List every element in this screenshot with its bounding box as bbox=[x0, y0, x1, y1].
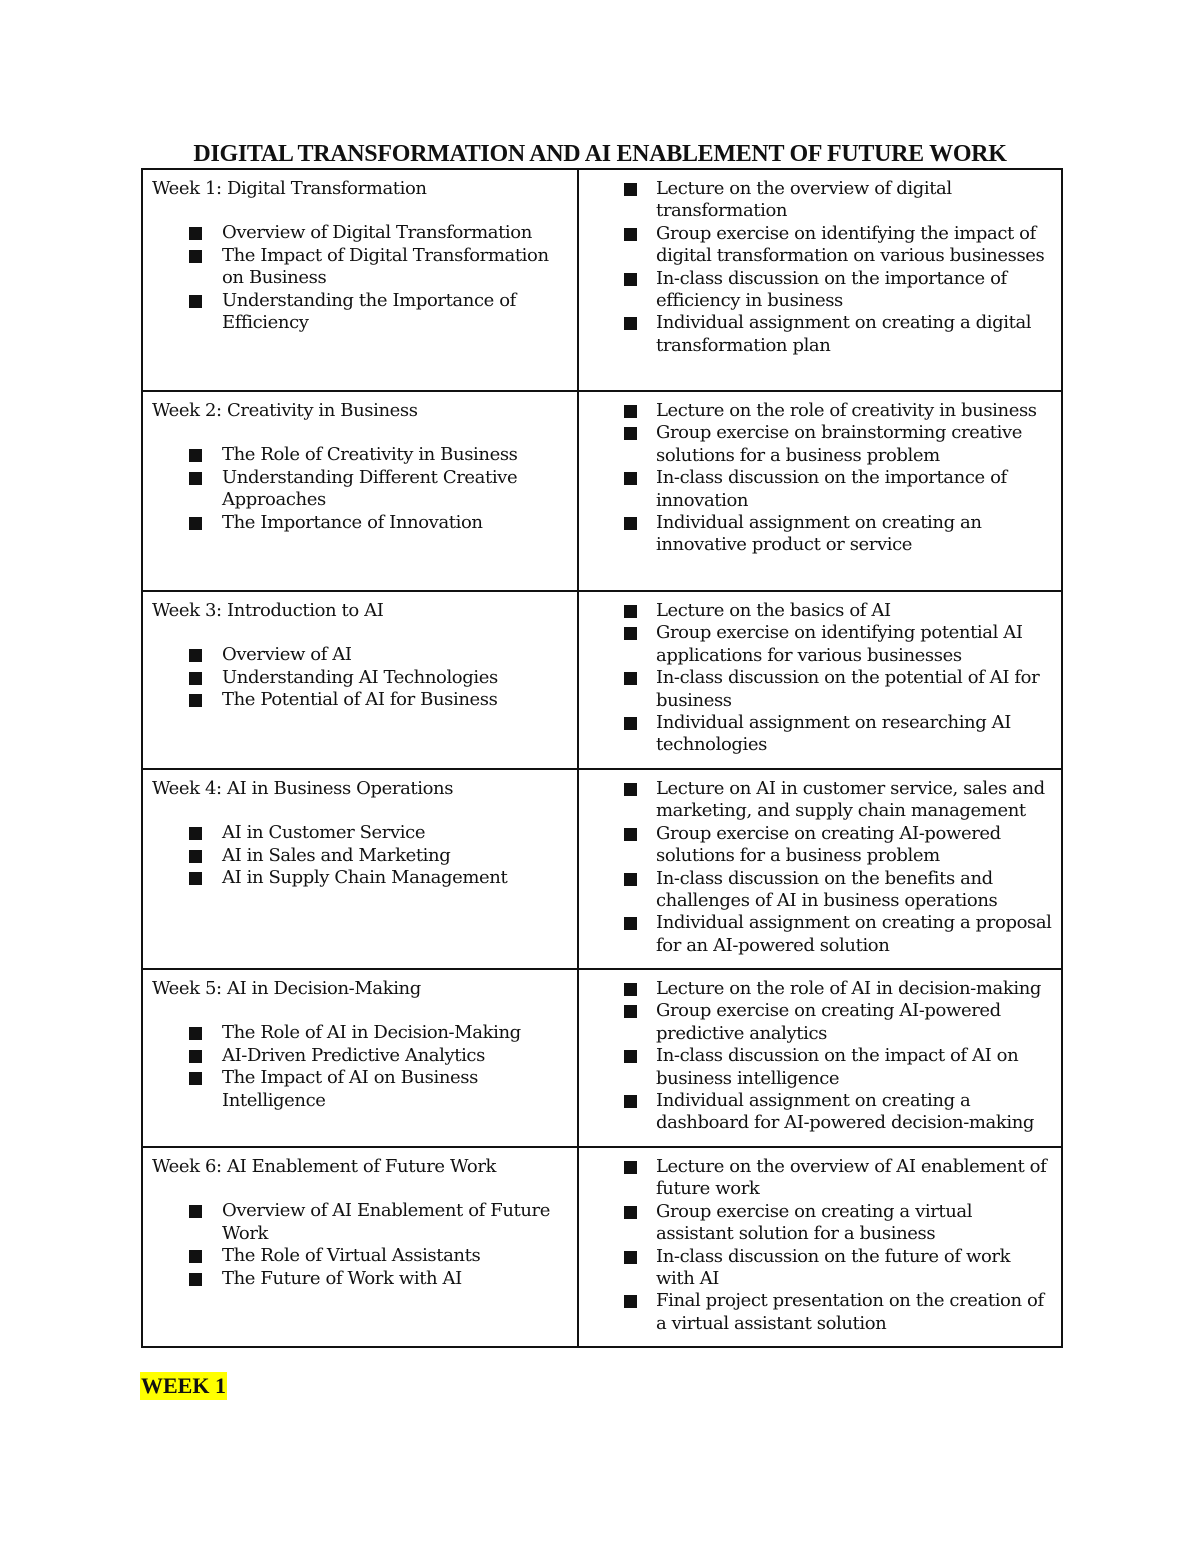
square-bullet-icon bbox=[624, 627, 637, 640]
square-bullet-icon bbox=[189, 1027, 202, 1040]
topic-item: AI in Supply Chain Management bbox=[152, 867, 569, 889]
activity-item: Individual assignment on creating a dashboard for AI-powered decision-making bbox=[588, 1090, 1053, 1135]
activity-item: Individual assignment on creating a digital transformation plan bbox=[588, 312, 1053, 357]
square-bullet-icon bbox=[189, 1050, 202, 1063]
activity-item: In-class discussion on the importance of efficiency in business bbox=[588, 268, 1053, 313]
square-bullet-icon bbox=[189, 250, 202, 263]
week-heading: Week 3: Introduction to AI bbox=[152, 600, 384, 621]
square-bullet-icon bbox=[624, 917, 637, 930]
week-topics-cell bbox=[142, 969, 578, 1147]
square-bullet-icon bbox=[624, 873, 637, 886]
week-activities-cell bbox=[578, 969, 1062, 1147]
square-bullet-icon bbox=[624, 183, 637, 196]
week-topics-cell bbox=[142, 769, 578, 969]
square-bullet-icon bbox=[624, 517, 637, 530]
topic-item: AI in Sales and Marketing bbox=[152, 845, 569, 867]
topic-item: The Future of Work with AI bbox=[152, 1268, 569, 1290]
topic-item: The Impact of AI on Business Intelligence bbox=[152, 1067, 569, 1112]
square-bullet-icon bbox=[624, 273, 637, 286]
week-activities-cell bbox=[578, 169, 1062, 391]
week-topics-cell bbox=[142, 1147, 578, 1347]
square-bullet-icon bbox=[624, 1251, 637, 1264]
square-bullet-icon bbox=[624, 1050, 637, 1063]
square-bullet-icon bbox=[624, 717, 637, 730]
topic-item: The Impact of Digital Transformation on Business bbox=[152, 245, 569, 290]
activity-list bbox=[588, 600, 1053, 757]
topic-list bbox=[152, 644, 569, 711]
week-heading: Week 5: AI in Decision-Making bbox=[152, 978, 421, 999]
week-heading: Week 2: Creativity in Business bbox=[152, 400, 418, 421]
square-bullet-icon bbox=[189, 472, 202, 485]
week-topics-cell bbox=[142, 591, 578, 769]
course-schedule-table bbox=[141, 168, 1063, 1348]
square-bullet-icon bbox=[624, 1161, 637, 1174]
week-activities-cell bbox=[578, 391, 1062, 591]
activity-item: In-class discussion on the future of work with AI bbox=[588, 1246, 1053, 1291]
activity-item: Lecture on the basics of AI bbox=[588, 600, 1053, 622]
square-bullet-icon bbox=[624, 317, 637, 330]
square-bullet-icon bbox=[189, 1205, 202, 1218]
topic-item: Overview of AI Enablement of Future Work bbox=[152, 1200, 569, 1245]
activity-item: Individual assignment on creating a proposal for an AI-powered solution bbox=[588, 912, 1053, 957]
topic-item: AI in Customer Service bbox=[152, 822, 569, 844]
square-bullet-icon bbox=[624, 983, 637, 996]
square-bullet-icon bbox=[189, 872, 202, 885]
activity-item: In-class discussion on the potential of AI for business bbox=[588, 667, 1053, 712]
topic-item: Understanding the Importance of Efficiency bbox=[152, 290, 569, 335]
activity-list bbox=[588, 1156, 1053, 1335]
week-activities-cell bbox=[578, 769, 1062, 969]
square-bullet-icon bbox=[624, 605, 637, 618]
week-row bbox=[142, 391, 1062, 591]
week-row bbox=[142, 591, 1062, 769]
activity-item: Lecture on the role of creativity in business bbox=[588, 400, 1053, 422]
square-bullet-icon bbox=[189, 1072, 202, 1085]
square-bullet-icon bbox=[189, 1250, 202, 1263]
week-topics-cell bbox=[142, 169, 578, 391]
week-row bbox=[142, 969, 1062, 1147]
week-row bbox=[142, 769, 1062, 969]
square-bullet-icon bbox=[624, 472, 637, 485]
topic-item: The Role of AI in Decision-Making bbox=[152, 1022, 569, 1044]
topic-item: The Role of Virtual Assistants bbox=[152, 1245, 569, 1267]
activity-item: Lecture on the overview of digital transformation bbox=[588, 178, 1053, 223]
activity-item: Group exercise on creating a virtual assistant solution for a business bbox=[588, 1201, 1053, 1246]
topic-item: The Potential of AI for Business bbox=[152, 689, 569, 711]
square-bullet-icon bbox=[189, 672, 202, 685]
week-heading: Week 4: AI in Business Operations bbox=[152, 778, 454, 799]
activity-item: Group exercise on identifying the impact of digital transformation on various businesses bbox=[588, 223, 1053, 268]
activity-item: Individual assignment on researching AI technologies bbox=[588, 712, 1053, 757]
document-title: DIGITAL TRANSFORMATION AND AI ENABLEMENT OF FUTURE WORK bbox=[193, 141, 1007, 167]
topic-list bbox=[152, 1022, 569, 1112]
week-activities-cell bbox=[578, 591, 1062, 769]
square-bullet-icon bbox=[189, 827, 202, 840]
activity-list bbox=[588, 400, 1053, 557]
activity-item: Group exercise on creating AI-powered predictive analytics bbox=[588, 1000, 1053, 1045]
square-bullet-icon bbox=[624, 228, 637, 241]
topic-list bbox=[152, 222, 569, 334]
square-bullet-icon bbox=[189, 227, 202, 240]
square-bullet-icon bbox=[624, 427, 637, 440]
square-bullet-icon bbox=[189, 649, 202, 662]
square-bullet-icon bbox=[624, 405, 637, 418]
square-bullet-icon bbox=[624, 783, 637, 796]
activity-item: Group exercise on creating AI-powered solutions for a business problem bbox=[588, 823, 1053, 868]
topic-item: Overview of AI bbox=[152, 644, 569, 666]
activity-item: In-class discussion on the importance of innovation bbox=[588, 467, 1053, 512]
activity-item: Lecture on the overview of AI enablement of future work bbox=[588, 1156, 1053, 1201]
square-bullet-icon bbox=[189, 449, 202, 462]
week-row bbox=[142, 169, 1062, 391]
square-bullet-icon bbox=[624, 828, 637, 841]
activity-list bbox=[588, 978, 1053, 1135]
activity-item: Final project presentation on the creation of a virtual assistant solution bbox=[588, 1290, 1053, 1335]
square-bullet-icon bbox=[624, 1295, 637, 1308]
activity-item: Group exercise on brainstorming creative solutions for a business problem bbox=[588, 422, 1053, 467]
activity-list bbox=[588, 178, 1053, 357]
activity-item: In-class discussion on the benefits and challenges of AI in business operations bbox=[588, 868, 1053, 913]
topic-list bbox=[152, 444, 569, 534]
week-heading: Week 1: Digital Transformation bbox=[152, 178, 427, 199]
section-heading-week-1: WEEK 1 bbox=[141, 1373, 226, 1398]
week-row bbox=[142, 1147, 1062, 1347]
square-bullet-icon bbox=[624, 1095, 637, 1108]
topic-item: AI-Driven Predictive Analytics bbox=[152, 1045, 569, 1067]
topic-item: The Role of Creativity in Business bbox=[152, 444, 569, 466]
square-bullet-icon bbox=[624, 1206, 637, 1219]
square-bullet-icon bbox=[189, 850, 202, 863]
topic-list bbox=[152, 822, 569, 889]
square-bullet-icon bbox=[189, 517, 202, 530]
activity-list bbox=[588, 778, 1053, 957]
square-bullet-icon bbox=[624, 1005, 637, 1018]
topic-item: Understanding Different Creative Approaches bbox=[152, 467, 569, 512]
week-heading: Week 6: AI Enablement of Future Work bbox=[152, 1156, 497, 1177]
activity-item: In-class discussion on the impact of AI on business intelligence bbox=[588, 1045, 1053, 1090]
square-bullet-icon bbox=[189, 295, 202, 308]
topic-item: Understanding AI Technologies bbox=[152, 667, 569, 689]
week-activities-cell bbox=[578, 1147, 1062, 1347]
activity-item: Individual assignment on creating an innovative product or service bbox=[588, 512, 1053, 557]
topic-item: Overview of Digital Transformation bbox=[152, 222, 569, 244]
activity-item: Group exercise on identifying potential AI applications for various businesses bbox=[588, 622, 1053, 667]
topic-item: The Importance of Innovation bbox=[152, 512, 569, 534]
activity-item: Lecture on AI in customer service, sales and marketing, and supply chain management bbox=[588, 778, 1053, 823]
square-bullet-icon bbox=[189, 1273, 202, 1286]
week-topics-cell bbox=[142, 391, 578, 591]
square-bullet-icon bbox=[624, 672, 637, 685]
topic-list bbox=[152, 1200, 569, 1290]
square-bullet-icon bbox=[189, 694, 202, 707]
activity-item: Lecture on the role of AI in decision-making bbox=[588, 978, 1053, 1000]
